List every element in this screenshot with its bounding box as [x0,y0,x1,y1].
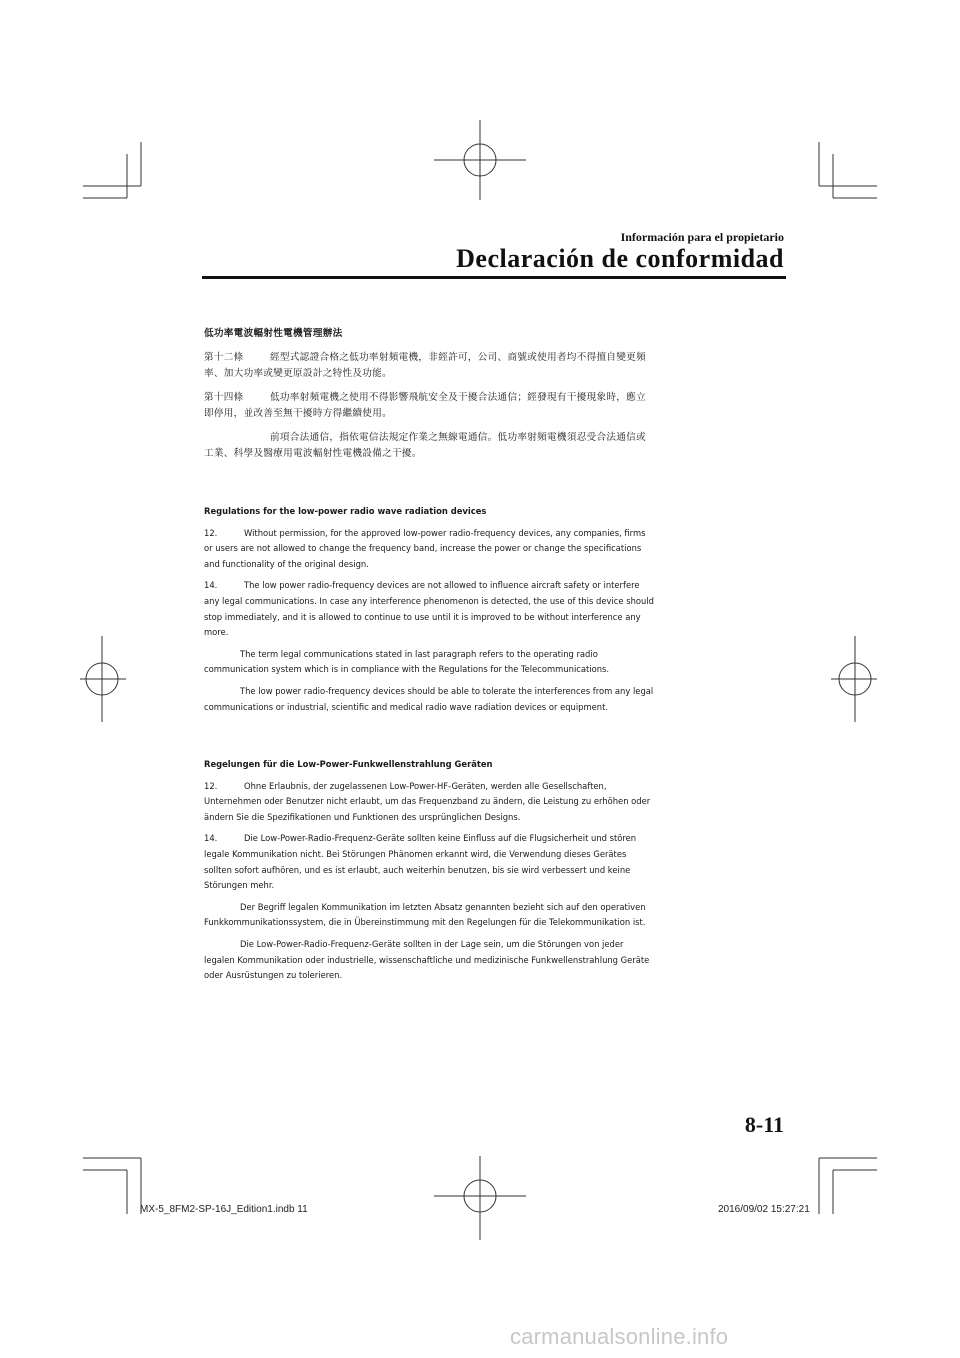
english-tolerance-paragraph: The low power radio-frequency devices should be able to tolerate the interferences from any legal communications or industrial, scientific and medical radio wave radiation devices or equipment. [204,685,654,712]
chinese-article-14-text: 低功率射頻電機之使用不得影響飛航安全及干擾合法通信；經發現有干擾現象時，應立即停用，並改善至無干擾時方得繼續使用。 [204,392,646,419]
english-article-14-label: 14. [204,580,218,591]
german-article-12-text: Ohne Erlaubnis, der zugelassenen Low-Power-HF-Geräten, werden alle Gesellschaften, Unternehmen oder Benutzer nicht erlaubt, um das Frequenzband zu ändern, die Leistung zu erhöhen oder ändern Sie die Spezifikationen und Funktionen des ursprünglichen Designs. [204,780,651,822]
chinese-article-12-label: 第十二條 [204,352,244,363]
english-regulation-section [204,504,654,715]
english-article-12-label: 12. [204,527,218,538]
chinese-article-14-label: 第十四條 [204,392,244,403]
registration-target-right [831,636,877,722]
registration-target-top [434,120,526,200]
registration-target-left [80,636,126,722]
registration-target-bottom [434,1156,526,1240]
watermark: carmanualsonline.info [510,1324,729,1349]
german-heading: Regelungen für die Low-Power-Funkwellenstrahlung Geräten [204,759,493,769]
english-article-12-text: Without permission, for the approved low-power radio-frequency devices, any companies, firms or users are not allowed to change the frequency band, increase the power or change the specifications and functionality of the original design. [204,527,646,569]
german-article-12 [204,779,654,826]
page-title: Declaración de conformidad [456,244,784,273]
chinese-article-12-text: 經型式認證合格之低功率射頻電機，非經許可，公司、商號或使用者均不得擅自變更頻率、加大功率或變更原設計之特性及功能。 [204,352,646,379]
chinese-article-12 [204,350,654,382]
english-heading: Regulations for the low-power radio wave radiation devices [204,506,487,516]
footer-file-name: MX-5_8FM2-SP-16J_Edition1.indb 11 [140,1204,308,1215]
section-subtitle: Información para el propietario [620,230,784,244]
german-tolerance-paragraph: Die Low-Power-Radio-Frequenz-Geräte sollten in der Lage sein, um die Störungen von jeder legalen Kommunikation oder industrielle, wissenschaftliche und medizinische Funkwellenstrahlung Geräte oder Ausrüstungen zu tolerieren. [204,938,650,981]
german-article-14-label: 14. [204,833,218,844]
chinese-heading: 低功率電波輻射性電機管理辦法 [204,328,343,339]
chinese-regulation-section [204,326,654,462]
german-article-14-text: Die Low-Power-Radio-Frequenz-Geräte sollten keine Einfluss auf die Flugsicherheit und stören legale Kommunikation nicht. Bei Störungen Phänomen erkannt wird, die Verwendung dieses Gerätes sollten sofort aufhören, und es ist erlaubt, auch weiterhin benutzen, bis sie wird verbessert und keine Störungen mehr. [204,833,637,891]
chinese-article-14 [204,390,654,422]
english-article-14-text: The low power radio-frequency devices are not allowed to influence aircraft safety or interfere any legal communications. In case any interference phenomenon is detected, the use of this device should stop immediately, and it is allowed to continue to use until it is improved to be without interference any more. [204,580,654,638]
german-regulation-section [204,757,654,984]
chinese-legal-comm-paragraph: 前項合法通信，指依電信法規定作業之無線電通信。低功率射頻電機須忍受合法通信或工業、科學及醫療用電波輻射性電機設備之干擾。 [204,432,646,459]
german-article-14 [204,831,654,893]
german-legal-comm-paragraph: Der Begriff legalen Kommunikation im letzten Absatz genannten bezieht sich auf den operativen Funkkommunikationssystem, die in Übereinstimmung mit den Regelungen für die Telekommunikation ist. [204,901,646,928]
english-legal-comm-paragraph: The term legal communications stated in last paragraph refers to the operating radio communication system which is in compliance with the Regulations for the Telecommunications. [204,648,610,675]
english-article-12 [204,526,654,573]
page-number: 8-11 [744,1112,784,1137]
footer-timestamp: 2016/09/02 15:27:21 [718,1204,810,1215]
english-article-14 [204,578,654,640]
german-article-12-label: 12. [204,780,218,791]
title-rule [202,276,786,279]
